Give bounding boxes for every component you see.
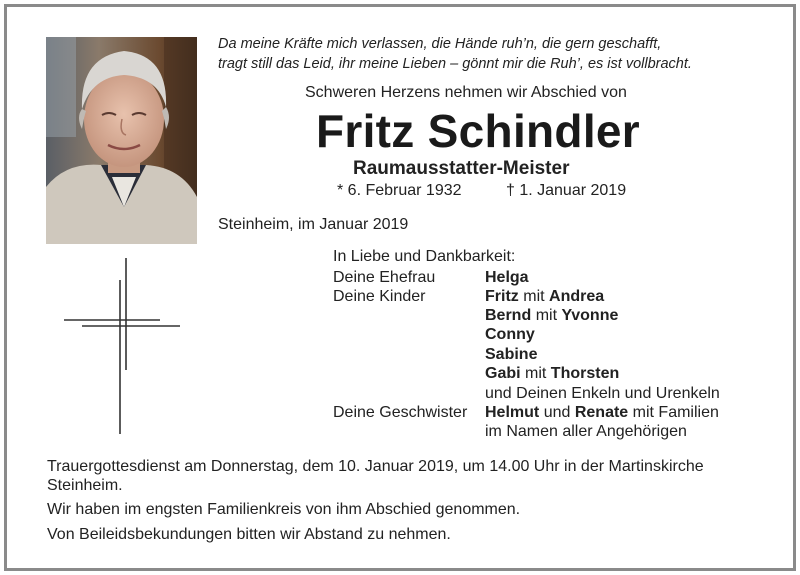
siblings-line: Helmut und Renate mit Familien <box>485 404 719 421</box>
list-item: Gabi mit Thorsten <box>485 365 620 382</box>
relatives-line: im Namen aller Angehörigen <box>485 423 687 440</box>
private-note: Wir haben im engsten Familienkreis von ihm Abschied genommen. <box>47 501 521 518</box>
birth-date: * 6. Februar 1932 <box>337 182 462 199</box>
quote-line-1: Da meine Kräfte mich verlassen, die Hände ruh’n, die gern geschafft, <box>218 36 662 52</box>
siblings-label: Deine Geschwister <box>333 404 468 421</box>
wife-label: Deine Ehefrau <box>333 269 436 286</box>
service-line-2: Steinheim. <box>47 477 123 494</box>
children-label: Deine Kinder <box>333 288 426 305</box>
list-item: Fritz mit Andrea <box>485 288 605 305</box>
wife-name: Helga <box>485 269 529 286</box>
list-item: Sabine <box>485 346 538 363</box>
list-item: Conny <box>485 326 535 343</box>
deceased-name: Fritz Schindler <box>316 105 640 157</box>
condolence-note: Von Beileidsbekundungen bitten wir Abstand zu nehmen. <box>47 526 451 543</box>
deceased-title: Raumausstatter-Meister <box>353 158 570 179</box>
place-date: Steinheim, im Januar 2019 <box>218 216 409 233</box>
grandchildren-line: und Deinen Enkeln und Urenkeln <box>485 385 720 402</box>
death-date: † 1. Januar 2019 <box>506 182 627 199</box>
intro-text: Schweren Herzens nehmen wir Abschied von <box>305 84 627 101</box>
list-item: Bernd mit Yvonne <box>485 307 619 324</box>
portrait-photo <box>46 37 197 244</box>
mourners-heading: In Liebe und Dankbarkeit: <box>333 248 516 265</box>
cross-icon <box>64 258 180 434</box>
service-line-1: Trauergottesdienst am Donnerstag, dem 10. Januar 2019, um 14.00 Uhr in der Martinskirche <box>47 458 704 475</box>
quote-line-2: tragt still das Leid, ihr meine Lieben – gönnt mir die Ruh’, es ist vollbracht. <box>218 56 692 72</box>
